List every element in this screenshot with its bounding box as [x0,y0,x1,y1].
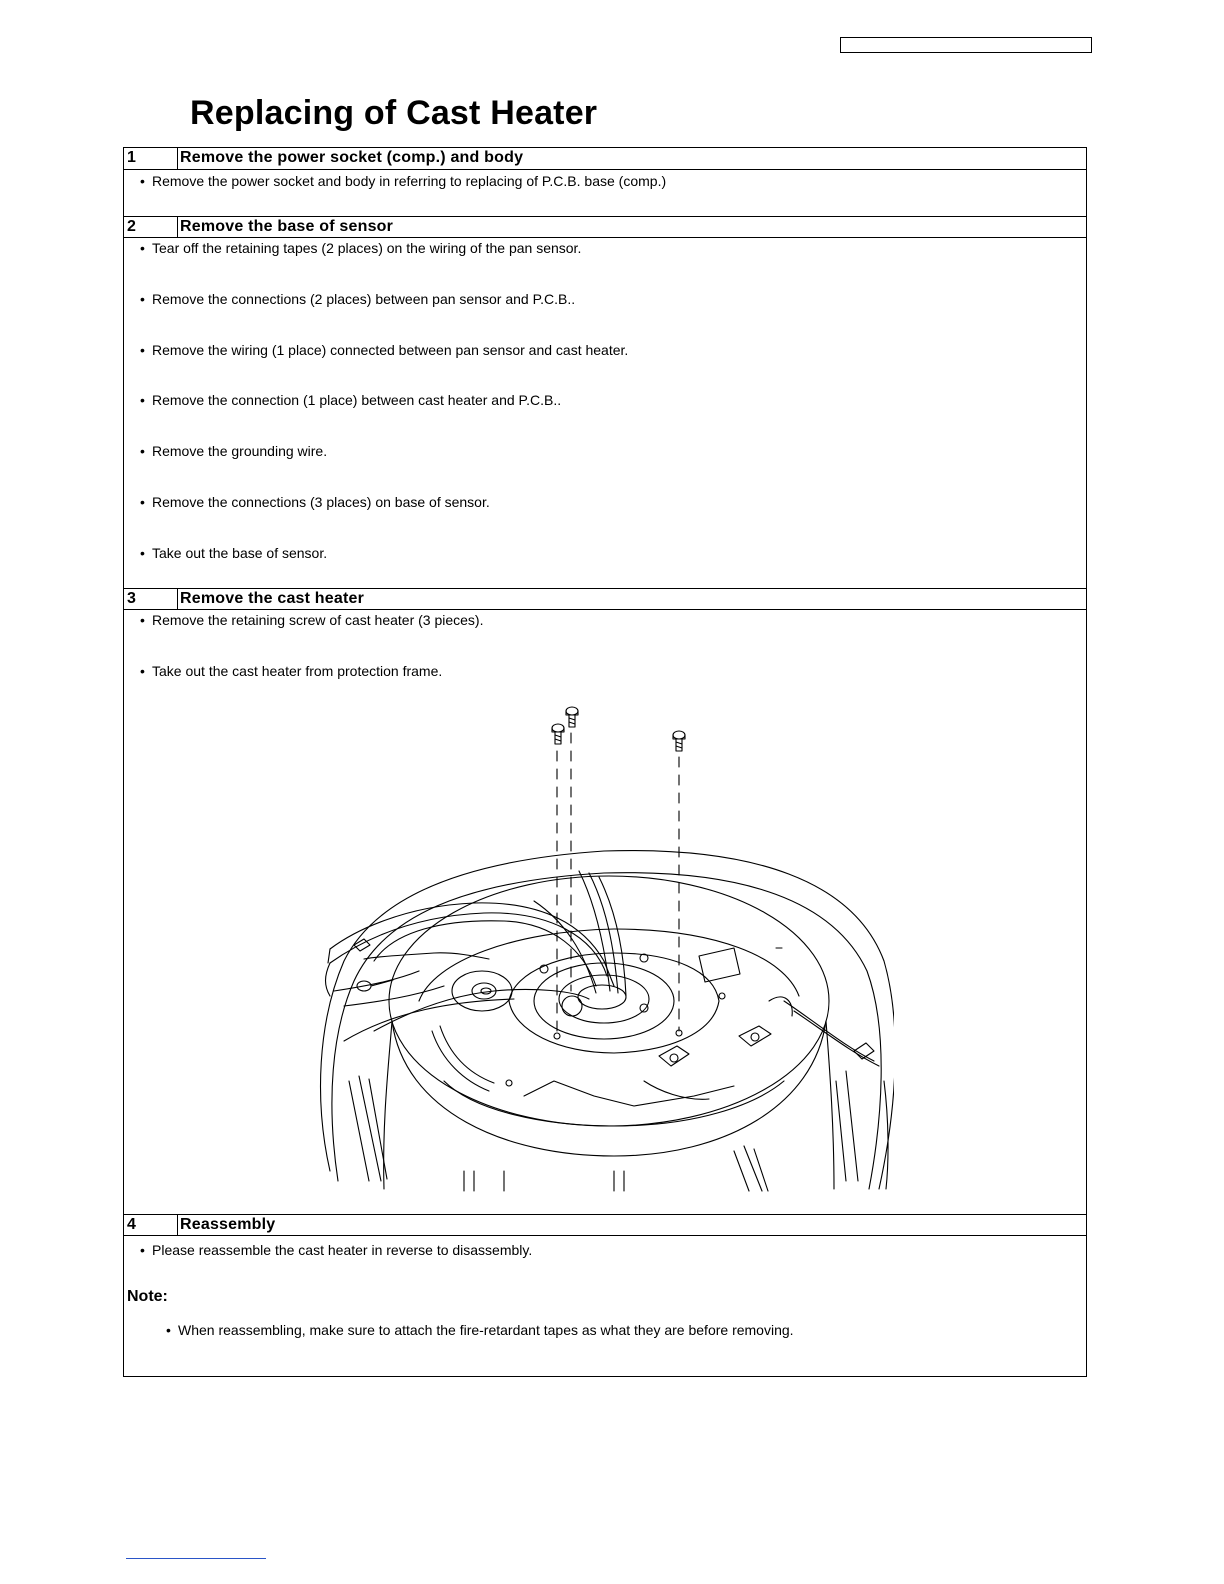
step-3-divider [177,589,178,609]
step-2-bullet-4: • Remove the connection (1 place) between cast heater and P.C.B.. [140,392,562,408]
step-3-number: 3 [127,590,136,607]
step-1-number: 1 [127,149,136,166]
header-box [840,37,1092,53]
step-1-bullet-1: • Remove the power socket and body in referring to replacing of P.C.B. base (comp.) [140,173,667,189]
procedure-sheet [123,147,1087,1377]
step-2-bullet-3: • Remove the wiring (1 place) connected between pan sensor and cast heater. [140,342,629,358]
screw-icon-2 [552,724,564,744]
step-2-number: 2 [127,218,136,235]
step-4-title: Reassembly [180,1216,276,1233]
step-2-bullet-6: • Remove the connections (3 places) on base of sensor. [140,494,490,510]
step-2-bullet-2: • Remove the connections (2 places) between pan sensor and P.C.B.. [140,291,576,307]
step-2-bullet-5: • Remove the grounding wire. [140,443,328,459]
step-2-header [124,216,1086,238]
cast-heater-diagram [314,701,894,1193]
step-3-bullet-2: • Take out the cast heater from protection frame. [140,663,443,679]
step-4-header [124,1214,1086,1236]
step-4-bullet-1: • Please reassemble the cast heater in reverse to disassembly. [140,1242,533,1258]
note-bullet-1: • When reassembling, make sure to attach the fire-retardant tapes as what they are before removing. [166,1322,794,1338]
screw-icon-1 [566,707,578,727]
step-1-title: Remove the power socket (comp.) and body [180,149,524,166]
step-2-bullet-1: • Tear off the retaining tapes (2 places) on the wiring of the pan sensor. [140,240,582,256]
step-3-bullet-1: • Remove the retaining screw of cast heater (3 pieces). [140,612,484,628]
step-4-number: 4 [127,1216,136,1233]
step-3-title: Remove the cast heater [180,590,365,607]
note-label: Note: [127,1288,168,1305]
step-4-divider [177,1215,178,1235]
step-2-bullet-7: • Take out the base of sensor. [140,545,328,561]
page-title: Replacing of Cast Heater [190,94,598,132]
step-2-title: Remove the base of sensor [180,218,394,235]
step-1-divider [177,148,178,169]
screw-icon-3 [673,731,685,751]
footer-link-line [126,1558,266,1559]
step-3-header [124,588,1086,610]
step-2-divider [177,217,178,237]
step-1-header [124,148,1086,170]
